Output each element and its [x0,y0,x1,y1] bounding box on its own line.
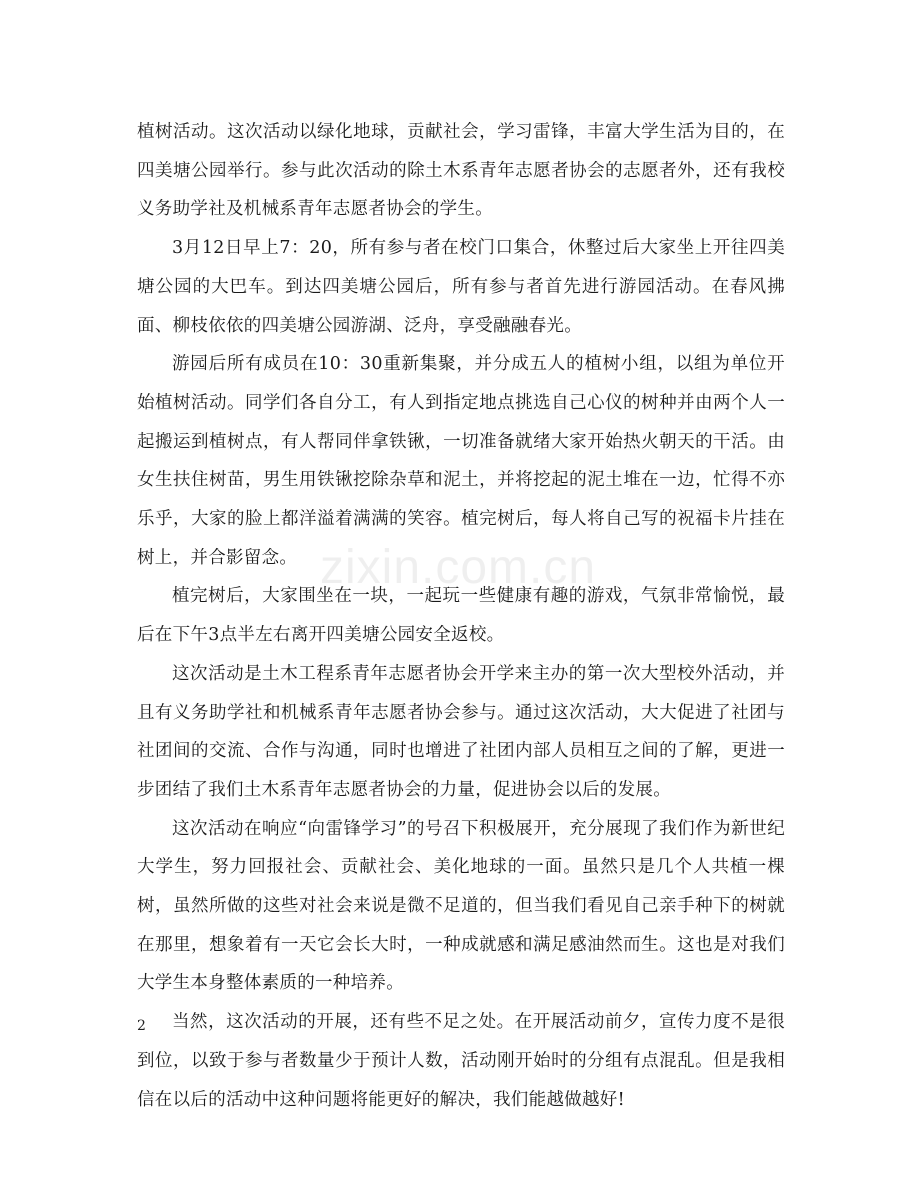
paragraph-continuation: 植树活动。这次活动以绿化地球，贡献社会，学习雷锋，丰富大学生活为目的，在四美塘公园举行。参与此次活动的除土木系青年志愿者协会的志愿者外，还有我校义务助学社及机械系青年志愿者协会的学生。 [137,122,785,220]
watermark: zixin.com.cn [320,541,597,594]
paragraph-shortcomings: 当然，这次活动的开展，还有些不足之处。在开展活动前夕，宣传力度不是很到位，以致于参与者数量少于预计人数，活动刚开始时的分组有点混乱。但是我相信在以后的活动中这种问题将能更好的解决，我们能越做越好! [137,1012,785,1110]
paragraph-lei-feng-spirit: 这次活动在响应“向雷锋学习”的号召下积极展开，充分展现了我们作为新世纪大学生，努力回报社会、贡献社会、美化地球的一面。虽然只是几个人共植一棵树，虽然所做的这些对社会来说是微不足道的，但当我们看见自己亲手种下的树就在那里，想象着有一天它会长大时，一种成就感和满足感油然而生。这也是对我们大学生本身整体素质的一种培养。 [137,818,785,994]
paragraph-games-return: 植完树后，大家围坐在一块，一起玩一些健康有趣的游戏，气氛非常愉悦，最后在下午3点半左右离开四美塘公园安全返校。 [137,586,785,646]
paragraph-planting-activity: 游园后所有成员在10：30重新集聚，并分成五人的植树小组，以组为单位开始植树活动。同学们各自分工，有人到指定地点挑选自己心仪的树种并由两个人一起搬运到植树点，有人帮同伴拿铁锹，一切准备就绪大家开始热火朝天的干活。由女生扶住树苗，男生用铁锹挖除杂草和泥土，并将挖起的泥土堆在一边，忙得不亦乐乎，大家的脸上都洋溢着满满的笑容。植完树后，每人将自己写的祝福卡片挂在树上，并合影留念。 [137,354,785,568]
page-number: 2 [137,1018,146,1034]
document-body [137,113,785,1119]
paragraph-morning-gathering: 3月12日早上7：20，所有参与者在校门口集合，休整过后大家坐上开往四美塘公园的大巴车。到达四美塘公园后，所有参与者首先进行游园活动。在春风拂面、柳枝依依的四美塘公园游湖、泛舟，享受融融春光。 [137,238,785,336]
paragraph-significance: 这次活动是土木工程系青年志愿者协会开学来主办的第一次大型校外活动，并且有义务助学社和机械系青年志愿者协会参与。通过这次活动，大大促进了社团与社团间的交流、合作与沟通，同时也增进了社团内部人员相互之间的了解，更进一步团结了我们土木系青年志愿者协会的力量，促进协会以后的发展。 [137,663,785,800]
